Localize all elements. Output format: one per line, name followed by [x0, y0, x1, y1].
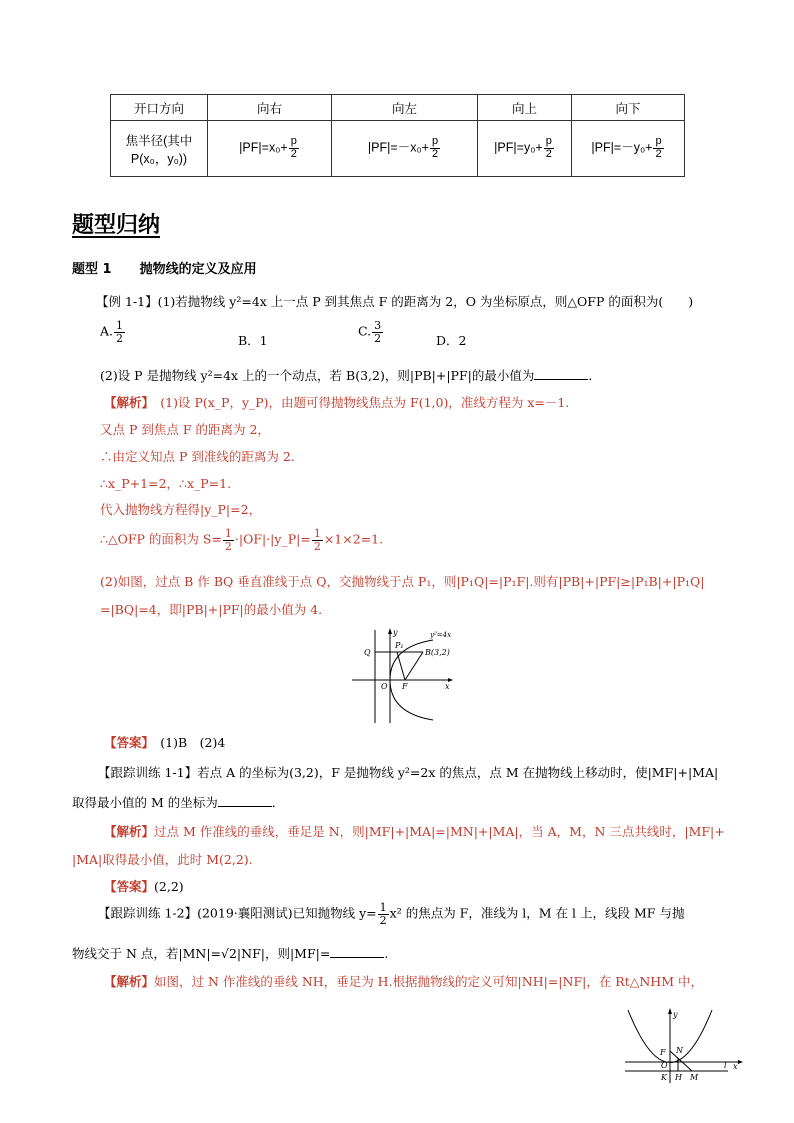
solution-label: 【解析】	[104, 974, 155, 989]
fraction-numerator: 1	[224, 527, 232, 540]
point-k-label: K	[661, 1073, 667, 1082]
solution-text: ·|OF|·|y_P|=	[234, 531, 311, 547]
fraction	[372, 320, 383, 344]
question-text: x² 的焦点为 F，准线为 l，M 在 l 上，线段 MF 与抛	[389, 905, 685, 921]
focus-label: F	[660, 1048, 666, 1057]
formula-text: |PF|=x₀+	[239, 140, 288, 155]
question-end: .	[384, 946, 389, 961]
question-text: 物线交于 N 点，若|MN|=√2|NF|，则|MF|=	[72, 946, 331, 961]
fraction-denominator: 2	[224, 539, 232, 553]
topic-heading	[72, 258, 257, 277]
point-m-label: M	[690, 1073, 699, 1082]
option-d: D．2	[436, 333, 467, 348]
fraction-denominator: 2	[545, 148, 552, 160]
question-end: ．	[588, 368, 601, 383]
fraction	[289, 136, 299, 160]
topic-title: 抛物线的定义及应用	[139, 262, 257, 277]
fraction	[378, 902, 389, 926]
answer-blank	[534, 367, 588, 380]
segment-bf	[405, 652, 423, 680]
solution-line: 又点 P 到焦点 F 的距离为 2，	[100, 422, 270, 437]
fraction-numerator: 1	[379, 901, 387, 914]
x-axis-arrow	[738, 1060, 743, 1064]
table-header-cell: 开口方向	[111, 95, 208, 121]
fraction-denominator: 2	[379, 913, 387, 927]
option-a	[100, 320, 126, 344]
fraction-numerator: p	[431, 135, 439, 148]
solution-text: ×1×2=1.	[323, 531, 384, 547]
focal-radius-table	[110, 94, 685, 177]
table-header-cell: 向左	[332, 95, 478, 121]
table-header-cell: 向右	[208, 95, 332, 121]
solution-text: ∴△OFP 的面积为 S=	[100, 531, 222, 547]
solution-line: =|BQ|=4，即|PB|+|PF|的最小值为 4.	[100, 602, 323, 617]
topic-label: 题型 1	[72, 262, 112, 277]
answer-text: (2,2)	[154, 879, 184, 894]
example-question-1: 【例 1-1】(1)若抛物线 y²=4x 上一点 P 到其焦点 F 的距离为 2，O 为坐标原点，则△OFP 的面积为( )	[96, 294, 694, 309]
option-c	[358, 320, 384, 344]
fraction-numerator: p	[290, 135, 297, 148]
exercise-question	[72, 944, 388, 962]
fraction-denominator: 2	[313, 539, 321, 553]
origin-label: O	[661, 1061, 668, 1070]
fraction	[544, 136, 554, 160]
table-cell	[572, 121, 685, 177]
solution-line	[104, 972, 703, 990]
question-text: 【跟踪训练 1-2】(2019·襄阳测试)已知抛物线 y=	[98, 905, 377, 921]
table-cell	[478, 121, 572, 177]
solution-line	[104, 393, 569, 411]
fraction	[653, 136, 663, 160]
option-b: B．1	[238, 333, 268, 348]
answer-blank	[218, 794, 272, 807]
solution-line	[100, 528, 383, 552]
question-end: ．	[271, 795, 285, 810]
y-axis-arrow	[668, 1008, 672, 1014]
x-axis-label: x	[445, 682, 450, 691]
point-q-label: Q	[364, 648, 371, 657]
y-axis-label: y	[673, 1010, 678, 1019]
point-b-label: B(3,2)	[425, 648, 450, 657]
solution-line: ∴x_P+1=2，∴x_P=1.	[100, 476, 232, 491]
focus-label: F	[402, 682, 408, 691]
origin-label: O	[381, 682, 388, 691]
formula-text: |PF|=y₀+	[494, 140, 543, 155]
exercise-question: 【跟踪训练 1-1】若点 A 的坐标为(3,2)，F 是抛物线 y²=2x 的焦点，点 M 在抛物线上移动时，使|MF|+|MA|	[98, 765, 719, 780]
question-text: (2)设 P 是抛物线 y²=4x 上的一个动点，若 B(3,2)，则|PB|+|PF|的最小值为	[100, 368, 535, 383]
table-cell	[332, 121, 478, 177]
fraction	[430, 136, 440, 160]
solution-line: (2)如图，过点 B 作 BQ 垂直准线于点 Q，交抛物线于点 P₁，则|P₁Q|=|P₁F|.则有|PB|+|PF|≥|P₁B|+|P₁Q|	[100, 574, 705, 589]
solution-text: (1)设 P(x_P，y_P)，由题可得抛物线焦点为 F(1,0)，准线方程为 x=－1.	[160, 395, 570, 410]
section-title: 题型归纳	[72, 213, 161, 238]
y-axis-label: y	[393, 628, 398, 637]
fraction-denominator: 2	[655, 148, 662, 160]
fraction-denominator: 2	[290, 148, 297, 160]
fraction-denominator: 2	[116, 331, 124, 345]
answer-line	[104, 877, 184, 895]
row-label-line: P(x₀，y₀))	[130, 151, 188, 166]
fraction-numerator: p	[655, 135, 662, 148]
parabola-figure-1	[350, 625, 460, 725]
answer-blank	[330, 945, 384, 958]
point-n-label: N	[676, 1046, 683, 1055]
solution-line: |MA|取得最小值，此时 M(2,2).	[72, 852, 253, 867]
solution-line	[104, 822, 725, 840]
solution-text: 如图，过 N 作准线的垂线 NH，垂足为 H.根据抛物线的定义可知|NH|=|NF|，在 Rt△NHM 中，	[154, 974, 703, 989]
fraction-denominator: 2	[431, 148, 439, 160]
fraction-denominator: 2	[374, 331, 382, 345]
solution-line: ∴由定义知点 P 到准线的距离为 2.	[100, 449, 295, 464]
exercise-question	[98, 902, 684, 926]
fraction-numerator: 1	[116, 319, 124, 332]
curve-equation-label: y²=4x	[430, 631, 452, 639]
point-h-label: H	[675, 1073, 682, 1082]
fraction	[114, 320, 125, 344]
fraction-numerator: 3	[374, 319, 382, 332]
table-cell	[208, 121, 332, 177]
option-label: A.	[100, 323, 114, 339]
fraction-numerator: 1	[313, 527, 321, 540]
formula-text: |PF|=－x₀+	[367, 140, 429, 155]
solution-label: 【解析】	[104, 824, 155, 839]
row-label-line: 焦半径(其中	[125, 133, 193, 148]
table-header-cell: 向上	[478, 95, 572, 121]
option-label: C.	[358, 323, 372, 339]
fraction	[223, 528, 234, 552]
table-row-label	[111, 121, 208, 177]
answer-text: (1)B (2)4	[160, 735, 226, 750]
answer-label: 【答案】	[104, 735, 148, 750]
fraction	[312, 528, 323, 552]
x-axis-label: x	[733, 1062, 738, 1071]
fraction-numerator: p	[545, 135, 552, 148]
parabola-figure-2	[620, 1005, 745, 1085]
formula-text: |PF|=－y₀+	[591, 140, 653, 155]
directrix-label: l	[724, 1061, 727, 1070]
segment-p1f	[397, 652, 405, 680]
solution-label: 【解析】	[104, 395, 148, 410]
answer-label: 【答案】	[104, 879, 155, 894]
example-question-2	[100, 366, 601, 384]
point-p1-label: P₁	[395, 641, 404, 650]
y-axis-arrow	[388, 628, 392, 634]
answer-line	[104, 733, 225, 751]
question-text: 取得最小值的 M 的坐标为	[72, 795, 218, 810]
table-header-cell: 向下	[572, 95, 685, 121]
exercise-question	[72, 793, 284, 811]
solution-text: 过点 M 作准线的垂线，垂足是 N，则|MF|+|MA|=|MN|+|MA|，当 A，M，N 三点共线时，|MF|+	[154, 824, 725, 839]
solution-line: 代入抛物线方程得|y_P|=2，	[100, 502, 262, 517]
